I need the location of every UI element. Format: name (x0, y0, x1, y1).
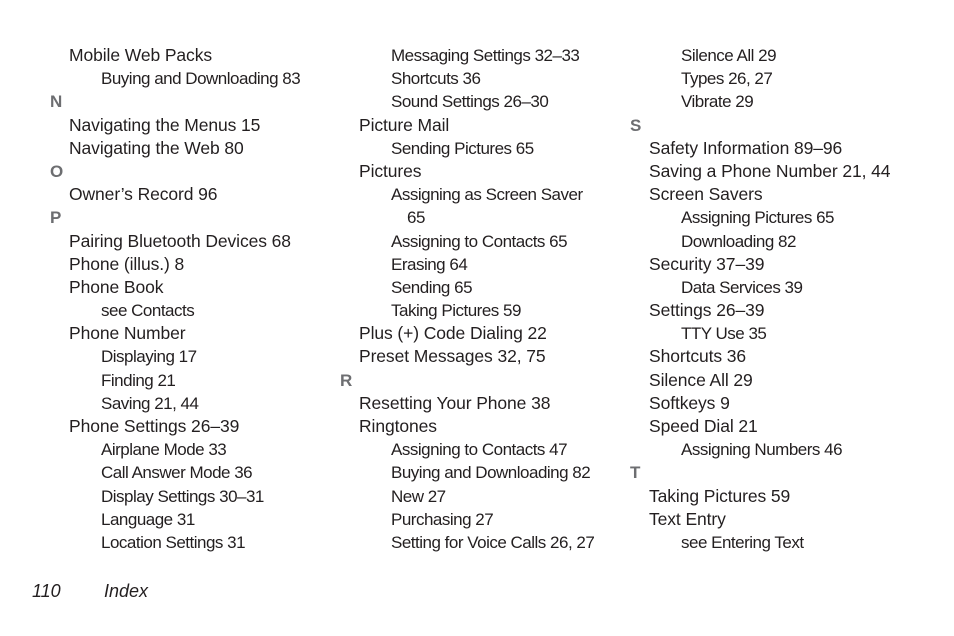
index-subentry: see Contacts (101, 301, 195, 321)
index-subentry: Sending 65 (391, 277, 473, 297)
index-entry: Screen Savers (649, 184, 763, 205)
index-entry: Shortcuts 36 (649, 346, 747, 367)
index-subentry: Displaying 17 (101, 347, 197, 367)
index-entry: Resetting Your Phone 38 (359, 392, 551, 413)
index-entry: Softkeys 9 (649, 392, 730, 413)
index-entry: Pictures (359, 160, 422, 181)
index-entry: Phone Settings 26–39 (69, 416, 240, 436)
index-subentry: Messaging Settings 32–33 (391, 46, 580, 65)
index-column-3 (630, 44, 930, 554)
index-entry: Picture Mail (359, 114, 450, 135)
index-subentry: Silence All 29 (681, 46, 777, 65)
index-entry: Text Entry (649, 508, 726, 529)
index-entry: Navigating the Menus 15 (69, 114, 261, 135)
index-subentry: Airplane Mode 33 (101, 440, 227, 460)
index-entry: Mobile Web Packs (69, 45, 212, 65)
index-subentry: Sending Pictures 65 (391, 138, 534, 158)
index-subentry: Data Services 39 (681, 277, 803, 297)
index-entry: Silence All 29 (649, 369, 753, 390)
index-entry: Security 37–39 (649, 253, 765, 274)
index-letter-heading: R (340, 370, 353, 390)
index-subentry: Assigning Pictures 65 (681, 208, 834, 228)
index-letter-heading: O (50, 161, 64, 181)
index-entry: Phone (illus.) 8 (69, 253, 185, 274)
index-column-1 (50, 44, 330, 554)
index-subentry: Call Answer Mode 36 (101, 463, 253, 483)
index-subentry: Assigning Numbers 46 (681, 440, 843, 460)
index-column-2 (340, 44, 620, 554)
index-subentry: Display Settings 30–31 (101, 486, 264, 506)
index-entry: Plus (+) Code Dialing 22 (359, 323, 547, 344)
index-entry: Ringtones (359, 416, 437, 436)
index-subentry: TTY Use 35 (681, 324, 767, 344)
index-subentry: Erasing 64 (391, 254, 468, 274)
index-subentry: Purchasing 27 (391, 509, 494, 529)
index-entry: Owner’s Record 96 (69, 184, 218, 205)
index-entry: Phone Book (69, 276, 164, 297)
index-letter-heading: P (50, 208, 62, 228)
index-subentry: see Entering Text (681, 532, 804, 552)
index-letter-heading: N (50, 92, 63, 112)
index-subentry: Buying and Downloading 82 (391, 463, 591, 483)
index-entry: Saving a Phone Number 21, 44 (649, 160, 891, 181)
index-subentry: Types 26, 27 (681, 69, 773, 89)
index-subentry: Assigning to Contacts 47 (391, 440, 568, 460)
index-subentry: Shortcuts 36 (391, 69, 481, 89)
index-subentry: Finding 21 (101, 370, 176, 390)
index-subentry: Taking Pictures 59 (391, 301, 521, 321)
index-entry: Preset Messages 32, 75 (359, 346, 546, 367)
index-subentry-continuation: 65 (407, 208, 425, 228)
index-letter-heading: S (630, 115, 642, 135)
index-subentry: Setting for Voice Calls 26, 27 (391, 532, 595, 552)
index-subentry: Assigning to Contacts 65 (391, 231, 568, 251)
index-subentry: Language 31 (101, 509, 195, 529)
index-subentry: Sound Settings 26–30 (391, 92, 549, 112)
page-footer (32, 579, 148, 603)
index-entry: Taking Pictures 59 (649, 485, 791, 506)
index-subentry: Buying and Downloading 83 (101, 69, 301, 89)
index-subentry: Saving 21, 44 (101, 393, 199, 413)
index-entry: Navigating the Web 80 (69, 137, 244, 158)
index-entry: Safety Information 89–96 (649, 137, 843, 158)
index-subentry: Downloading 82 (681, 231, 796, 251)
index-subentry: Assigning as Screen Saver (391, 185, 583, 205)
index-subentry: Vibrate 29 (681, 92, 754, 112)
index-entry: Phone Number (69, 323, 186, 344)
index-entry: Settings 26–39 (649, 300, 765, 321)
index-entry: Pairing Bluetooth Devices 68 (69, 230, 291, 251)
section-title: Index (104, 581, 149, 601)
index-letter-heading: T (630, 463, 641, 483)
index-subentry: Location Settings 31 (101, 532, 246, 552)
index-entry: Speed Dial 21 (649, 416, 758, 436)
index-subentry: New 27 (391, 486, 446, 506)
page-number: 110 (32, 581, 61, 601)
